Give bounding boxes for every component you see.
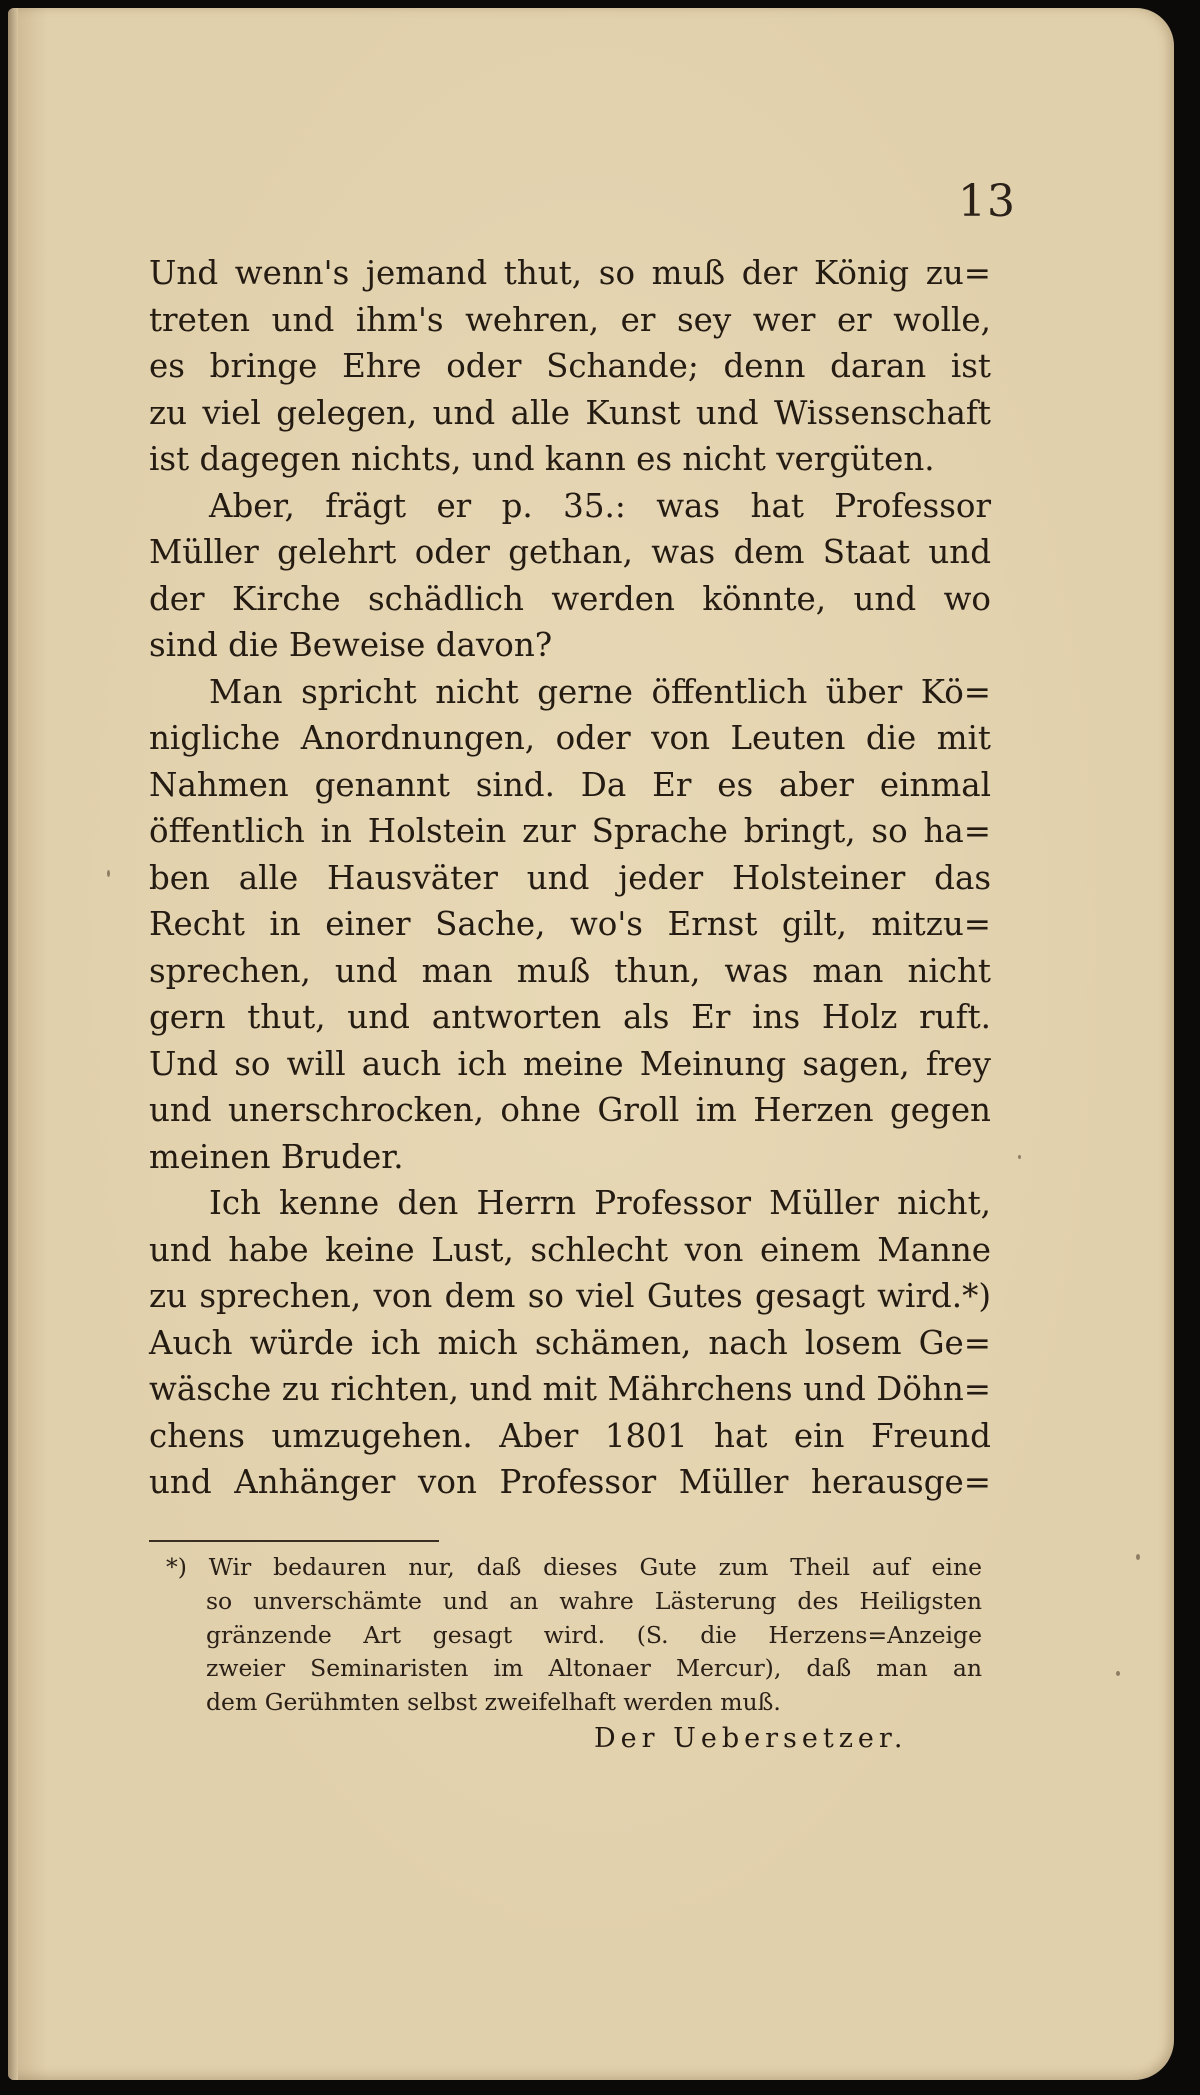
paper-speck bbox=[1018, 1155, 1021, 1159]
page-number: 13 bbox=[958, 176, 1016, 227]
text-line: und habe keine Lust, schlecht von einem Manne bbox=[149, 1230, 991, 1269]
text-line: zu viel gelegen, und alle Kunst und Wissenschaft bbox=[149, 393, 991, 432]
text-line: Aber, frägt er p. 35.: was hat Professor bbox=[209, 486, 991, 525]
text-line: Auch würde ich mich schämen, nach losem Ge= bbox=[149, 1323, 991, 1362]
book-page bbox=[8, 8, 1174, 2080]
text-line: Nahmen genannt sind. Da Er es aber einmal bbox=[149, 765, 991, 804]
text-line: und unerschrocken, ohne Groll im Herzen gegen bbox=[149, 1091, 991, 1129]
text-line: Recht in einer Sache, wo's Ernst gilt, mitzu= bbox=[149, 905, 991, 943]
text-line: öffentlich in Holstein zur Sprache bringt, so ha= bbox=[149, 812, 991, 850]
text-line: nigliche Anordnungen, oder von Leuten die mit bbox=[149, 719, 991, 757]
text-line: gern thut, und antworten als Er ins Holz ruft. bbox=[149, 998, 991, 1036]
footnote-line: so unverschämte und an wahre Lästerung des Heiligsten bbox=[206, 1586, 982, 1615]
text-line: und Anhänger von Professor Müller herausge= bbox=[149, 1463, 991, 1501]
text-line: Man spricht nicht gerne öffentlich über Kö= bbox=[209, 672, 991, 711]
footnote bbox=[166, 1551, 982, 1720]
text-line: sind die Beweise davon? bbox=[149, 626, 553, 664]
text-line: Ich kenne den Herrn Professor Müller nicht, bbox=[209, 1184, 991, 1222]
footnote-line: dem Gerühmten selbst zweifelhaft werden muß. bbox=[206, 1688, 781, 1717]
paper-speck bbox=[1136, 1554, 1140, 1560]
page-binding-edge bbox=[8, 8, 18, 2080]
text-line: meinen Bruder. bbox=[149, 1137, 404, 1176]
text-line: sprechen, und man muß thun, was man nicht bbox=[149, 951, 991, 990]
text-line: es bringe Ehre oder Schande; denn daran ist bbox=[149, 347, 991, 385]
paper-speck bbox=[1116, 1671, 1120, 1676]
footnote-line: *) Wir bedauren nur, daß dieses Gute zum Theil auf eine bbox=[166, 1553, 982, 1581]
text-line: chens umzugehen. Aber 1801 hat ein Freund bbox=[149, 1416, 991, 1455]
text-line: der Kirche schädlich werden könnte, und wo bbox=[149, 579, 991, 618]
text-line: ist dagegen nichts, und kann es nicht vergüten. bbox=[149, 440, 935, 478]
paper-speck bbox=[107, 870, 110, 877]
footnote-line: zweier Seminaristen im Altonaer Mercur), daß man an bbox=[206, 1654, 982, 1683]
text-line: Und so will auch ich meine Meinung sagen, frey bbox=[149, 1044, 991, 1083]
footnote-divider bbox=[149, 1540, 439, 1542]
text-line: zu sprechen, von dem so viel Gutes gesagt wird.*) bbox=[149, 1277, 991, 1315]
text-line: ben alle Hausväter und jeder Holsteiner das bbox=[149, 858, 991, 897]
text-line: treten und ihm's wehren, er sey wer er wolle, bbox=[149, 300, 991, 339]
footnote-signature: Der Uebersetzer. bbox=[594, 1723, 908, 1754]
text-line: Müller gelehrt oder gethan, was dem Staat und bbox=[149, 533, 991, 571]
text-line: Und wenn's jemand thut, so muß der König zu= bbox=[149, 254, 991, 292]
text-line: wäsche zu richten, und mit Mährchens und Döhn= bbox=[149, 1370, 991, 1408]
footnote-line: gränzende Art gesagt wird. (S. die Herzens=Anzeige bbox=[206, 1620, 982, 1649]
main-text bbox=[149, 250, 991, 1506]
